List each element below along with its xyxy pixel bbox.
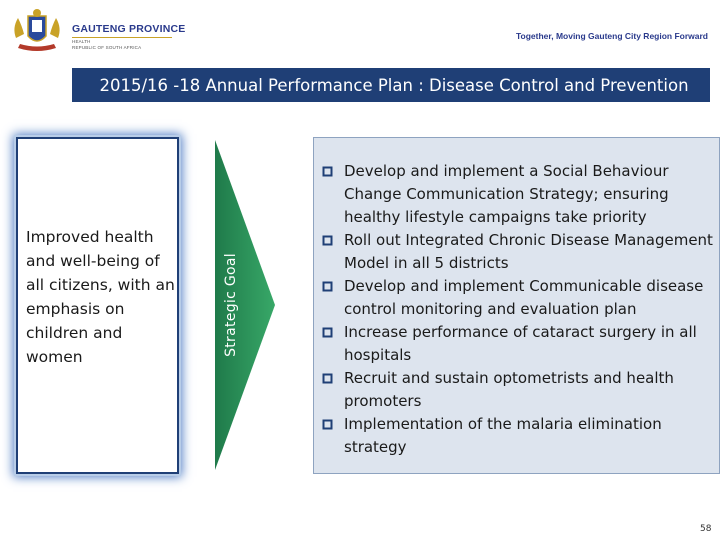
objective-item bbox=[318, 321, 716, 367]
brand-name: GAUTENG PROVINCE bbox=[72, 23, 186, 35]
checkbox-bullet-icon bbox=[322, 281, 333, 292]
goal-text: Improved health and well-being of all citizens, with an emphasis on children and women bbox=[26, 228, 175, 366]
checkbox-bullet-icon bbox=[322, 419, 333, 430]
objective-text: Roll out Integrated Chronic Disease Management Model in all 5 districts bbox=[344, 231, 713, 272]
goal-box bbox=[16, 137, 179, 474]
objective-item bbox=[318, 367, 716, 413]
checkbox-bullet-icon bbox=[322, 166, 333, 177]
objective-item bbox=[318, 413, 716, 459]
coat-of-arms-icon bbox=[10, 8, 64, 54]
objective-text: Develop and implement Communicable disease control monitoring and evaluation plan bbox=[344, 277, 704, 318]
brand-country: REPUBLIC OF SOUTH AFRICA bbox=[72, 45, 142, 50]
objective-item bbox=[318, 275, 716, 321]
page-number: 58 bbox=[700, 524, 712, 534]
strategic-goal-label: Strategic Goal bbox=[223, 253, 239, 357]
slide-title: 2015/16 -18 Annual Performance Plan : Disease Control and Prevention bbox=[99, 75, 689, 95]
tagline: Together, Moving Gauteng City Region Forward bbox=[515, 31, 708, 41]
checkbox-bullet-icon bbox=[322, 373, 333, 384]
brand-block bbox=[72, 23, 185, 51]
slide-title-bar bbox=[72, 68, 710, 102]
objective-text: Implementation of the malaria elimination strategy bbox=[344, 415, 662, 456]
objective-text: Increase performance of cataract surgery in all hospitals bbox=[344, 323, 697, 364]
objective-item bbox=[318, 160, 716, 229]
objectives-panel bbox=[313, 137, 720, 474]
brand-department: HEALTH bbox=[72, 39, 91, 44]
brand-underline bbox=[72, 37, 172, 38]
objectives-list bbox=[318, 160, 716, 459]
page-header bbox=[0, 0, 720, 62]
objective-item bbox=[318, 229, 716, 275]
checkbox-bullet-icon bbox=[322, 327, 333, 338]
objective-text: Recruit and sustain optometrists and health promoters bbox=[344, 369, 674, 410]
checkbox-bullet-icon bbox=[322, 235, 333, 246]
objective-text: Develop and implement a Social Behaviour Change Communication Strategy; ensuring healthy lifestyle campaigns take priority bbox=[344, 162, 669, 226]
